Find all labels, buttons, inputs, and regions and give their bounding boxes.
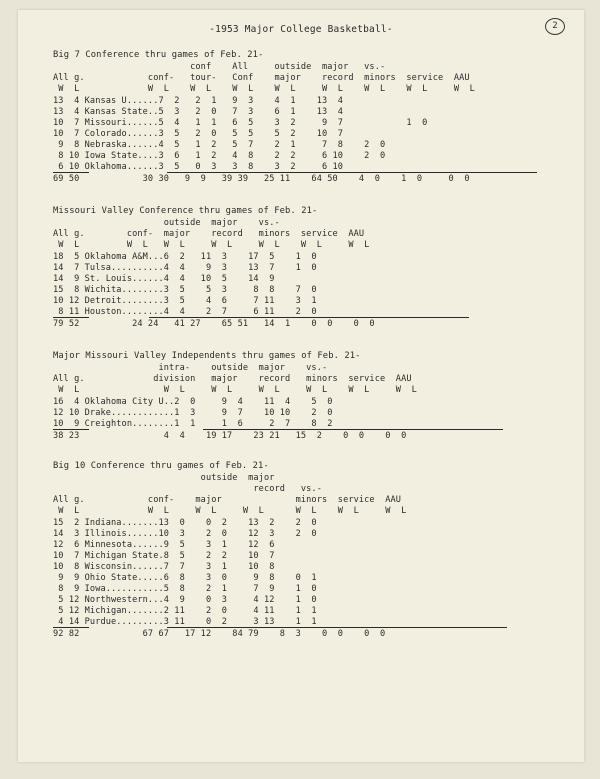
- section-heading: Big 7 Conference thru games of Feb. 21-: [53, 50, 264, 60]
- table-row: 14 7 Tulsa..........4 4 9 3 13 7 1 0: [53, 263, 317, 273]
- header-line: outside major: [53, 473, 275, 483]
- table-row: 5 12 Michigan.......2 11 2 0 4 11 1 1: [53, 606, 317, 616]
- table-row: 12 6 Minnesota......9 5 3 1 12 6: [53, 540, 275, 550]
- table-row: 6 10 Oklahoma......3 5 0 3 3 8 3 2 6 10: [53, 162, 344, 172]
- table-row: 10 7 Colorado......3 5 2 0 5 5 5 2 10 7: [53, 129, 344, 139]
- table-row: 5 12 Northwestern...4 9 0 3 4 12 1 0: [53, 595, 317, 605]
- header-line: conf All outside major vs.-: [53, 62, 386, 72]
- header-line: All g. division major record minors service AAU: [53, 374, 412, 384]
- table-row: 8 11 Houston........4 4 2 7 6 11 2 0: [53, 307, 317, 317]
- table-row: 15 2 Indiana.......13 0 0 2 13 2 2 0: [53, 518, 317, 528]
- table-row: 13 4 Kansas U......7 2 2 1 9 3 4 1 13 4: [53, 96, 344, 106]
- table-row: 14 3 Illinois......10 3 2 0 12 3 2 0: [53, 529, 317, 539]
- table-row: 16 4 Oklahoma City U..2 0 9 4 11 4 5 0: [53, 397, 333, 407]
- header-line: record vs.-: [53, 484, 322, 494]
- header-line: All g. conf- major minors service AAU: [53, 495, 402, 505]
- table-row: 12 10 Drake............1 3 9 7 10 10 2 0: [53, 408, 333, 418]
- header-line: W L W L W L W L W L W L W L: [53, 385, 417, 395]
- header-line: All g. conf- tour- Conf major record minors service AAU: [53, 73, 470, 83]
- header-line: outside major vs.-: [53, 218, 280, 228]
- header-line: All g. conf- major record minors service AAU: [53, 229, 365, 239]
- header-line: W L W L W L W L W L W L W L W L W L: [53, 84, 475, 94]
- header-line: W L W L W L W L W L W L W L: [53, 240, 370, 250]
- page-number-circle: 2: [545, 18, 565, 35]
- totals-rule: [53, 429, 89, 430]
- header-line: W L W L W L W L W L W L W L: [53, 506, 407, 516]
- section-heading: Missouri Valley Conference thru games of Feb. 21-: [53, 206, 318, 216]
- table-row: 15 8 Wichita........3 5 5 3 8 8 7 0: [53, 285, 317, 295]
- table-row: 10 9 Creighton........1 1 1 6 2 7 8 2: [53, 419, 333, 429]
- table-row: 8 10 Iowa State....3 6 1 2 4 8 2 2 6 10 2 0: [53, 151, 386, 161]
- totals-row: 79 52 24 24 41 27 65 51 14 1 0 0 0 0: [53, 319, 375, 329]
- table-row: 18 5 Oklahoma A&M...6 2 11 3 17 5 1 0: [53, 252, 317, 262]
- totals-row: 69 50 30 30 9 9 39 39 25 11 64 50 4 0 1 0 0 0: [53, 174, 470, 184]
- section-heading: Big 10 Conference thru games of Feb. 21-: [53, 461, 269, 471]
- totals-rule: [167, 172, 537, 173]
- table-row: 10 7 Missouri......5 4 1 1 6 5 3 2 9 7 1 0: [53, 118, 428, 128]
- totals-rule: [167, 627, 507, 628]
- totals-rule: [203, 429, 503, 430]
- header-line: intra- outside major vs.-: [53, 363, 328, 373]
- page-title: -1953 Major College Basketball-: [209, 24, 393, 35]
- table-row: 9 8 Nebraska......4 5 1 2 5 7 2 1 7 8 2 0: [53, 140, 386, 150]
- table-row: 13 4 Kansas State..5 3 2 0 7 3 6 1 13 4: [53, 107, 344, 117]
- table-row: 10 7 Michigan State.8 5 2 2 10 7: [53, 551, 275, 561]
- totals-rule: [53, 172, 89, 173]
- totals-rule: [149, 317, 469, 318]
- table-row: 8 9 Iowa...........5 8 2 1 7 9 1 0: [53, 584, 317, 594]
- table-row: 14 9 St. Louis......4 4 10 5 14 9: [53, 274, 275, 284]
- document-page: [18, 10, 584, 762]
- totals-row: 92 82 67 67 17 12 84 79 8 3 0 0 0 0: [53, 629, 386, 639]
- table-row: 9 9 Ohio State.....6 8 3 0 9 8 0 1: [53, 573, 317, 583]
- table-row: 4 14 Purdue.........3 11 0 2 3 13 1 1: [53, 617, 317, 627]
- section-heading: Major Missouri Valley Independents thru games of Feb. 21-: [53, 351, 361, 361]
- totals-rule: [53, 627, 89, 628]
- totals-row: 38 23 4 4 19 17 23 21 15 2 0 0 0 0: [53, 431, 407, 441]
- table-row: 10 12 Detroit........3 5 4 6 7 11 3 1: [53, 296, 317, 306]
- table-row: 10 8 Wisconsin......7 7 3 1 10 8: [53, 562, 275, 572]
- totals-rule: [53, 317, 89, 318]
